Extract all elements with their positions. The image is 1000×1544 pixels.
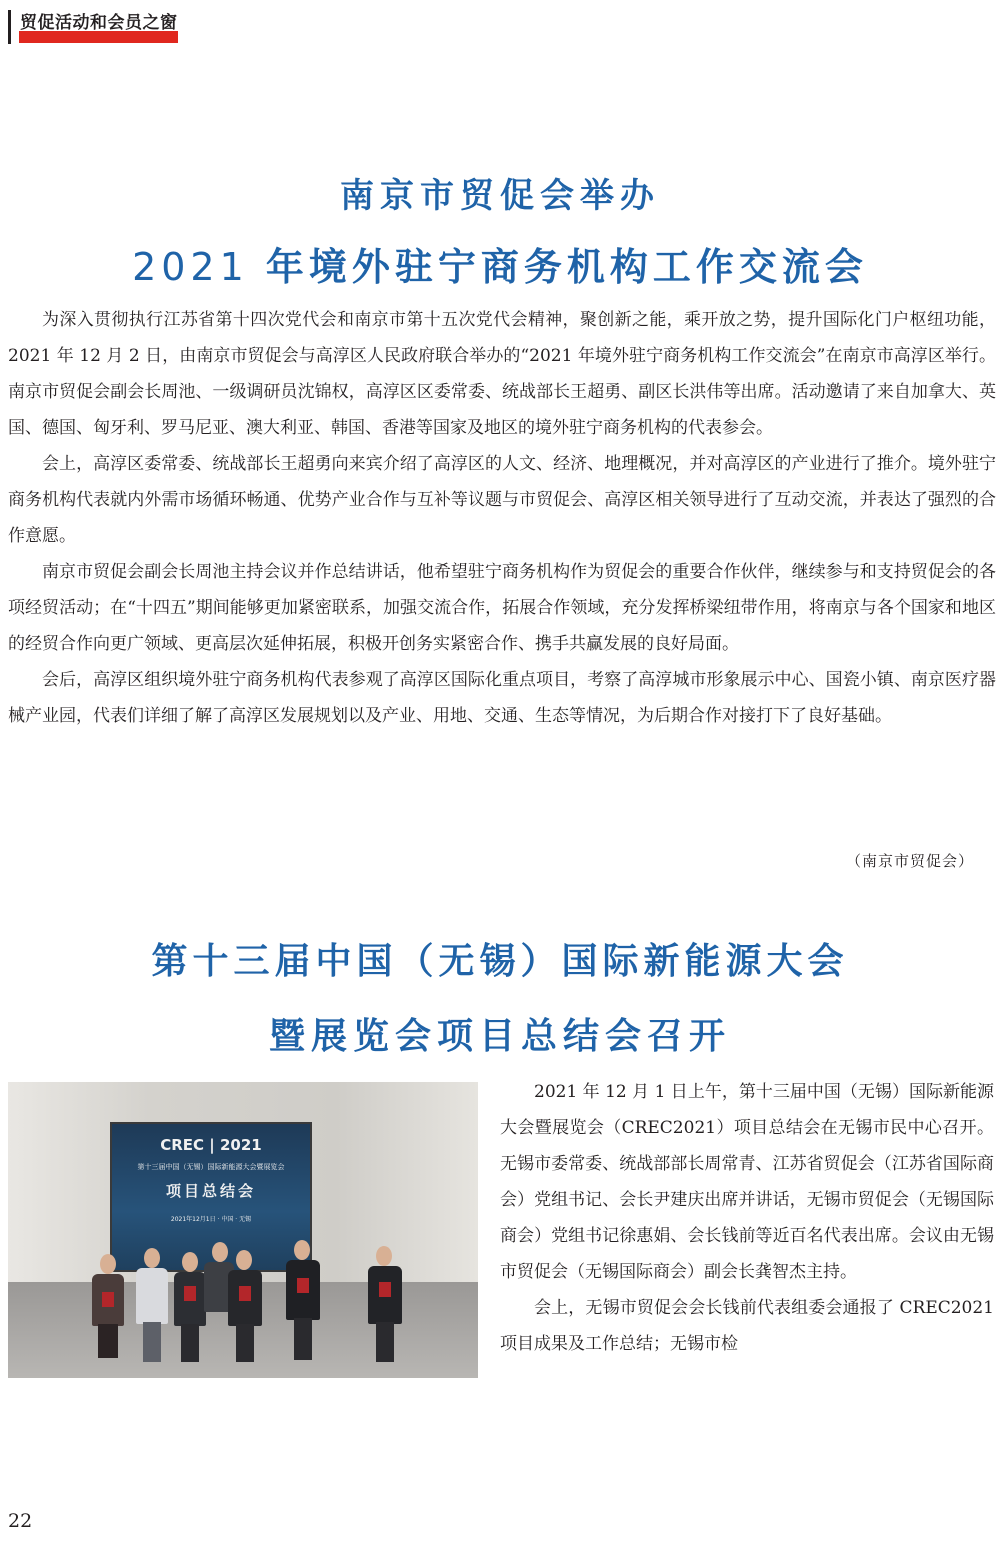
article2-body bbox=[500, 1074, 994, 1362]
article1-paragraph: 会上，高淳区委常委、统战部长王超勇向来宾介绍了高淳区的人文、经济、地理概况，并对高淳区的产业进行了推介。境外驻宁商务机构代表就内外需市场循环畅通、优势产业合作与互补等议题与市贸促会、高淳区相关领导进行了互动交流，并表达了强烈的合作意愿。 bbox=[8, 454, 996, 546]
event-photo bbox=[8, 1082, 478, 1378]
article2-title-line1: 第十三届中国（无锡）国际新能源大会 bbox=[151, 941, 849, 982]
article1-paragraph: 会后，高淳区组织境外驻宁商务机构代表参观了高淳区国际化重点项目，考察了高淳城市形象展示中心、国瓷小镇、南京医疗器械产业园，代表们详细了解了高淳区发展规划以及产业、用地、交通、生态等情况，为后期合作对接打下了良好基础。 bbox=[8, 670, 996, 726]
article2-title-line2: 暨展览会项目总结会召开 bbox=[268, 1016, 731, 1057]
article1-title-line1: 南京市贸促会举办 bbox=[340, 176, 660, 216]
article2-paragraph: 2021 年 12 月 1 日上午，第十三届中国（无锡）国际新能源大会暨展览会（CREC2021）项目总结会在无锡市民中心召开。无锡市委常委、统战部部长周常青、江苏省贸促会（江苏省国际商会）党组书记、会长尹建庆出席并讲话，无锡市贸促会（无锡国际商会）党组书记徐惠娟、会长钱前等近百名代表出席。会议由无锡市贸促会（无锡国际商会）副会长龚智杰主持。 bbox=[500, 1082, 994, 1282]
page-number: 22 bbox=[8, 1510, 33, 1532]
article1-title-rest: 年境外驻宁商务机构工作交流会 bbox=[265, 245, 868, 289]
article1-body bbox=[8, 302, 996, 734]
article1-title-year: 2021 bbox=[132, 245, 249, 289]
section-header bbox=[0, 0, 180, 44]
screen-heading: 项目总结会 bbox=[165, 1182, 256, 1200]
article1-paragraph: 南京市贸促会副会长周池主持会议并作总结讲话，他希望驻宁商务机构作为贸促会的重要合作伙伴，继续参与和支持贸促会的各项经贸活动；在“十四五”期间能够更加紧密联系，加强交流合作，拓展合作领域，充分发挥桥梁纽带作用，将南京与各个国家和地区的经贸合作向更广领域、更高层次延伸拓展，积极开创务实紧密合作、携手共赢发展的良好局面。 bbox=[8, 562, 996, 654]
article1-paragraph: 为深入贯彻执行江苏省第十四次党代会和南京市第十五次党代会精神，聚创新之能，乘开放之势，提升国际化门户枢纽功能，2021 年 12 月 2 日，由南京市贸促会与高淳区人民政府联合举办的“2021 年境外驻宁商务机构工作交流会”在南京市高淳区举行。南京市贸促会副会长周池、一级调研员沈锦权，高淳区区委常委、统战部长王超勇、副区长洪伟等出席。活动邀请了来自加拿大、英国、德国、匈牙利、罗马尼亚、澳大利亚、韩国、香港等国家及地区的境外驻宁商务机构的代表参会。 bbox=[8, 310, 996, 438]
article2-paragraph: 会上，无锡市贸促会会长钱前代表组委会通报了 CREC2021 项目成果及工作总结；无锡市检 bbox=[500, 1298, 995, 1354]
header-bar bbox=[8, 10, 11, 44]
projection-screen bbox=[110, 1122, 312, 1272]
screen-date: 2021年12月1日 · 中国 · 无锡 bbox=[170, 1216, 252, 1223]
screen-subtitle: 第十三届中国（无锡）国际新能源大会暨展览会 bbox=[137, 1163, 285, 1171]
article1-credit: （南京市贸促会） bbox=[845, 852, 974, 870]
screen-logo: CREC | 2021 bbox=[160, 1136, 262, 1154]
article1-title-line2 bbox=[0, 236, 1000, 291]
section-label: 贸促活动和会员之窗 bbox=[20, 13, 178, 33]
